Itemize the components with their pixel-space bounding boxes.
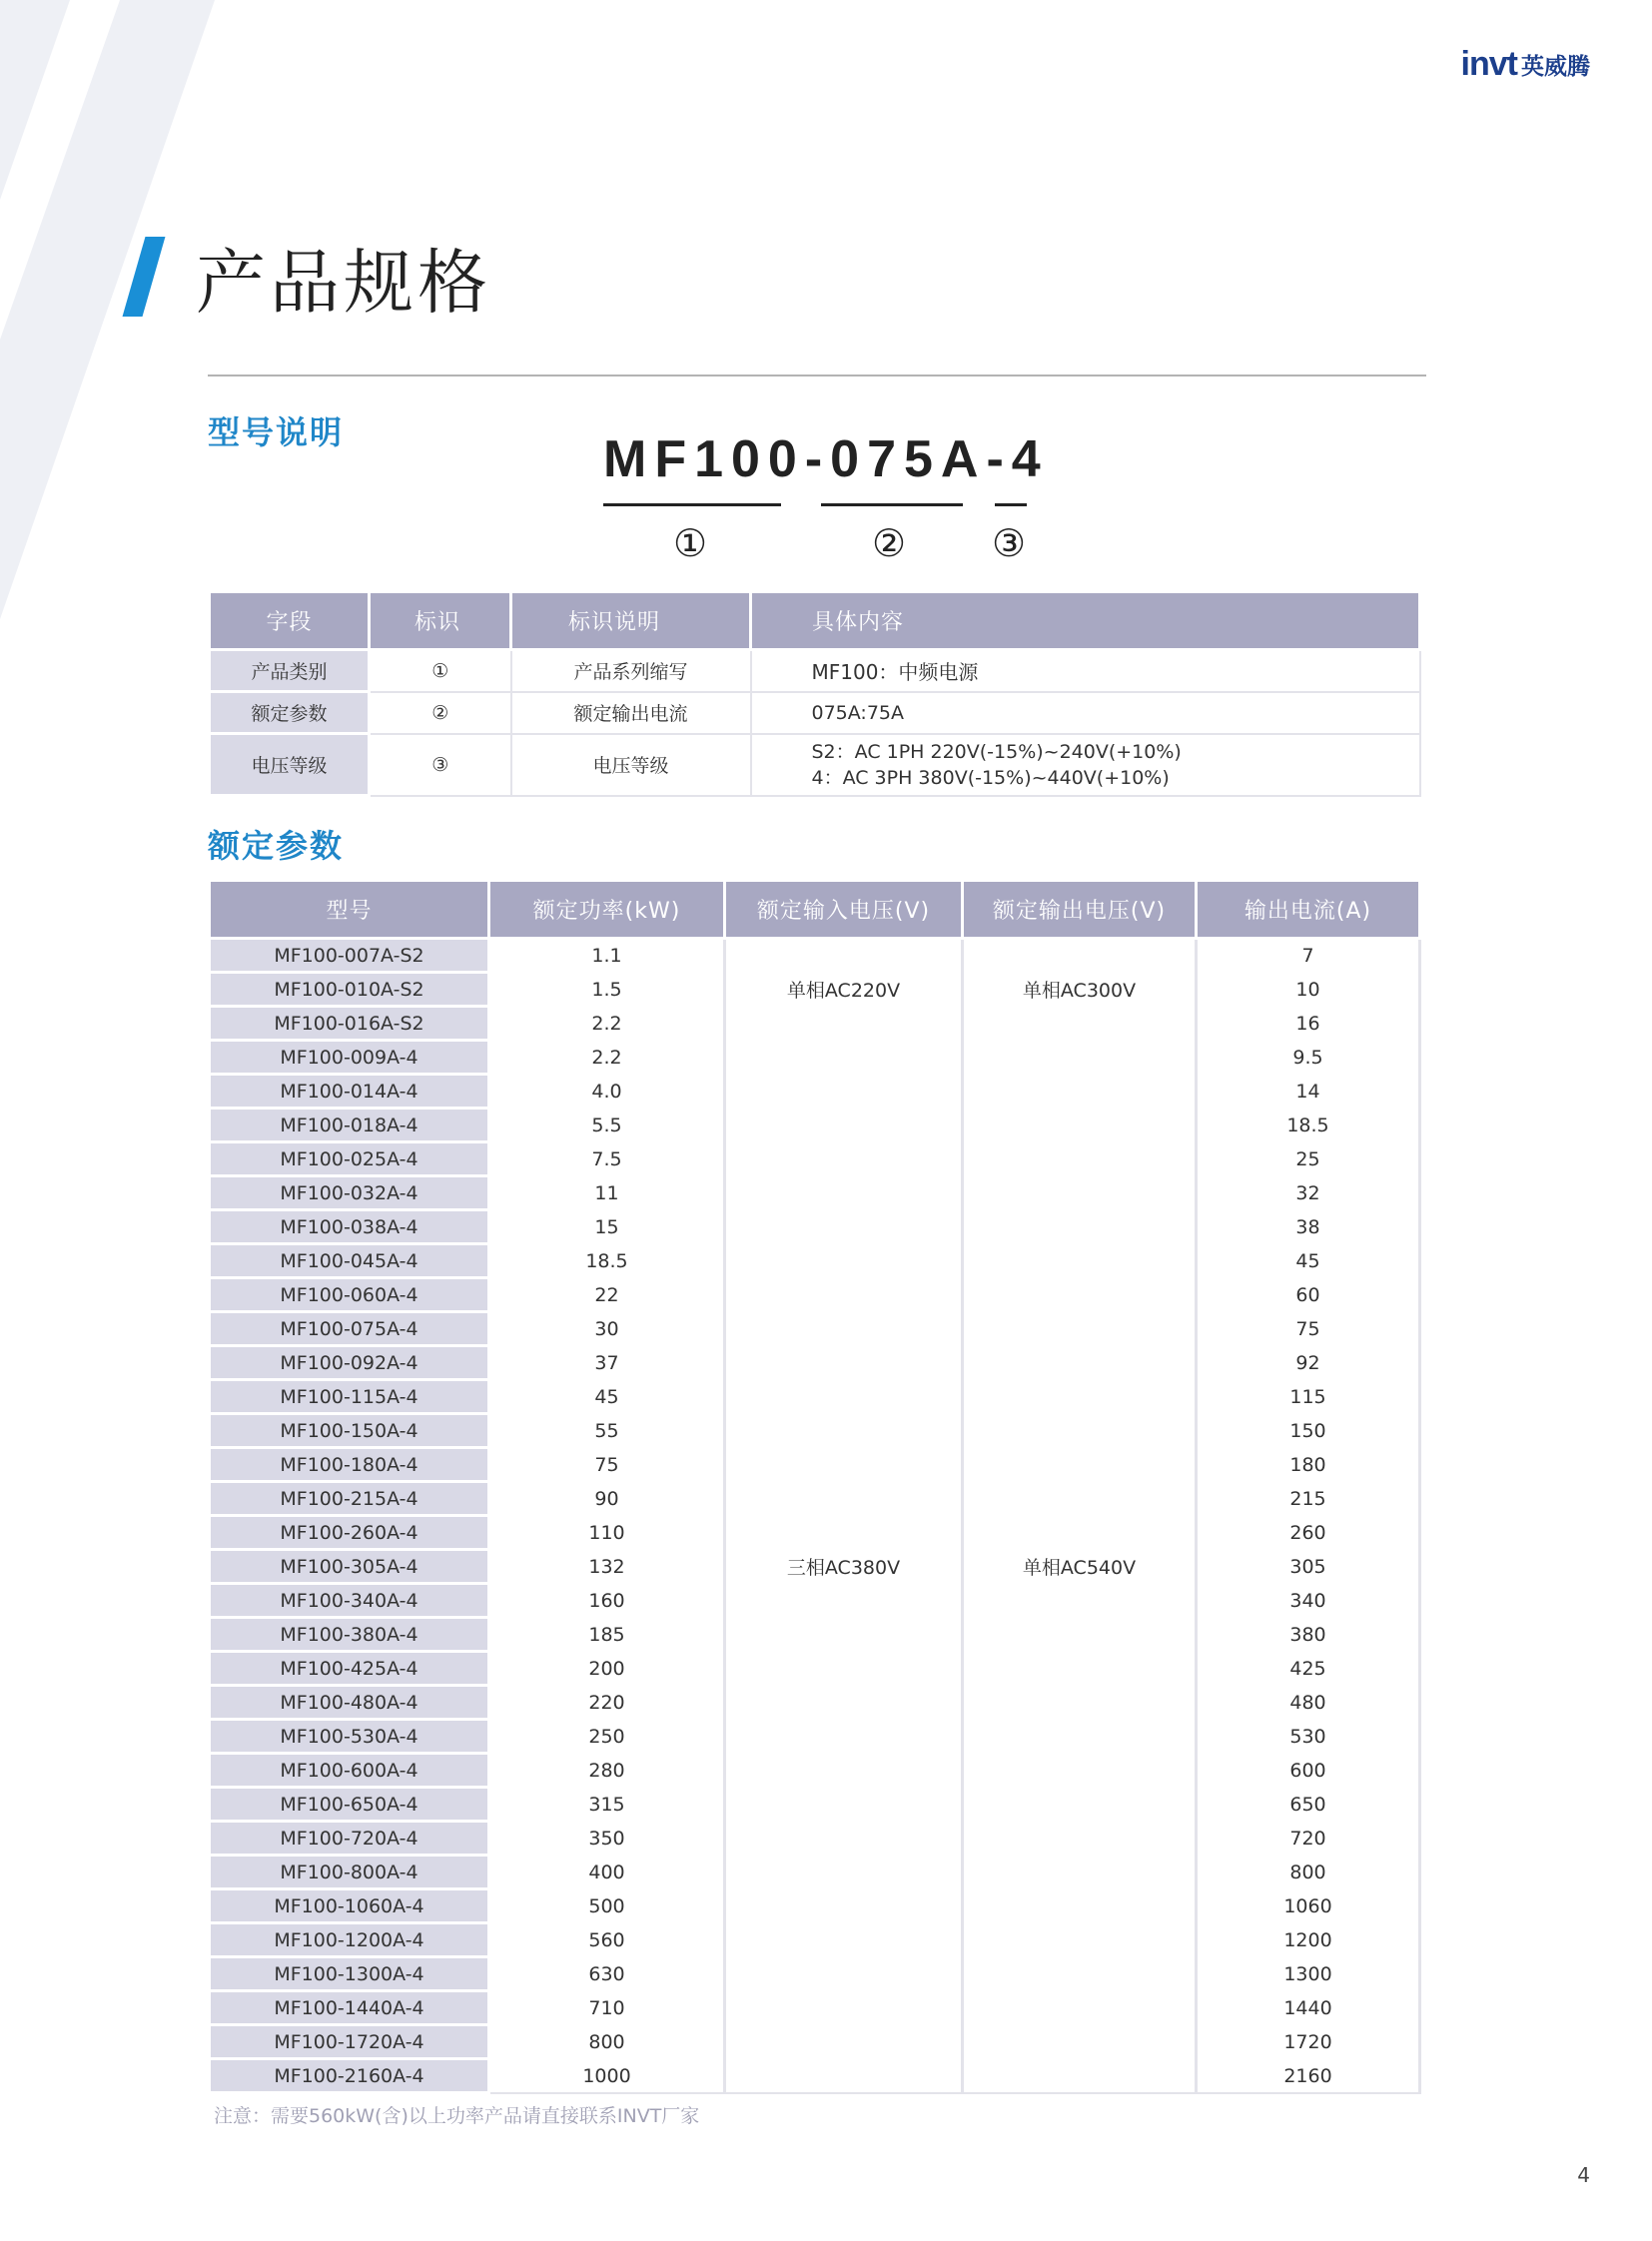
model-explanation-table [208,590,1421,797]
cell-model: MF100-650A-4 [210,1788,489,1822]
cell-power: 22 [489,1278,725,1312]
cell-output-voltage: 单相AC540V [963,1041,1197,2093]
page-title: 产品规格 [196,241,491,324]
cell-power: 45 [489,1380,725,1414]
cell-output-current: 115 [1197,1380,1420,1414]
cell-power: 30 [489,1312,725,1346]
cell-power: 250 [489,1720,725,1754]
rated-parameters-table [208,879,1421,2094]
marker-3: ③ [992,521,1027,565]
underline-2 [821,503,963,506]
cell-model: MF100-530A-4 [210,1720,489,1754]
cell-mark: ① [370,650,511,692]
cell-power: 18.5 [489,1244,725,1278]
cell-power: 160 [489,1584,725,1618]
header-output-current: 输出电流(A) [1197,881,1420,939]
cell-desc: 产品系列缩写 [511,650,751,692]
cell-output-current: 305 [1197,1550,1420,1584]
cell-power: 1.5 [489,973,725,1007]
model-section-heading: 型号说明 [208,413,345,451]
underline-1 [603,503,781,506]
title-divider [208,374,1426,376]
cell-power: 7.5 [489,1142,725,1176]
rated-section-heading: 额定参数 [208,827,345,865]
cell-power: 315 [489,1788,725,1822]
cell-power: 200 [489,1652,725,1686]
cell-output-current: 600 [1197,1754,1420,1788]
cell-model: MF100-1060A-4 [210,1889,489,1923]
header-power: 额定功率(kW) [489,881,725,939]
cell-power: 110 [489,1516,725,1550]
cell-power: 350 [489,1822,725,1856]
cell-model: MF100-800A-4 [210,1856,489,1889]
table-row [210,734,1420,796]
header-field: 字段 [210,592,370,650]
cell-output-current: 7 [1197,939,1420,973]
cell-model: MF100-2160A-4 [210,2059,489,2093]
cell-output-current: 10 [1197,973,1420,1007]
cell-output-current: 380 [1197,1618,1420,1652]
cell-output-current: 180 [1197,1448,1420,1482]
cell-output-current: 60 [1197,1278,1420,1312]
cell-power: 800 [489,2025,725,2059]
cell-power: 220 [489,1686,725,1720]
cell-power: 280 [489,1754,725,1788]
cell-power: 710 [489,1991,725,2025]
cell-output-current: 215 [1197,1482,1420,1516]
cell-output-current: 650 [1197,1788,1420,1822]
table-row [210,939,1420,973]
cell-output-current: 38 [1197,1210,1420,1244]
cell-power: 75 [489,1448,725,1482]
cell-model: MF100-032A-4 [210,1176,489,1210]
footnote: 注意：需要560kW(含)以上功率产品请直接联系INVT厂家 [214,2105,700,2127]
cell-desc: 额定输出电流 [511,692,751,734]
cell-power: 560 [489,1923,725,1957]
cell-field: 产品类别 [210,650,370,692]
cell-output-current: 720 [1197,1822,1420,1856]
cell-output-current: 530 [1197,1720,1420,1754]
cell-output-current: 92 [1197,1346,1420,1380]
page-number: 4 [1577,2163,1590,2187]
logo-chinese: 英威腾 [1521,53,1590,80]
cell-model: MF100-075A-4 [210,1312,489,1346]
cell-output-current: 1060 [1197,1889,1420,1923]
cell-model: MF100-150A-4 [210,1414,489,1448]
brand-logo [1461,44,1590,84]
cell-output-current: 340 [1197,1584,1420,1618]
cell-model: MF100-260A-4 [210,1516,489,1550]
cell-power: 1000 [489,2059,725,2093]
cell-model: MF100-016A-S2 [210,1007,489,1041]
cell-output-current: 1440 [1197,1991,1420,2025]
cell-output-current: 14 [1197,1075,1420,1109]
cell-model: MF100-600A-4 [210,1754,489,1788]
cell-power: 2.2 [489,1041,725,1075]
cell-model: MF100-018A-4 [210,1109,489,1142]
cell-power: 4.0 [489,1075,725,1109]
content-line: 4：AC 3PH 380V(-15%)~440V(+10%) [811,766,1170,789]
cell-model: MF100-014A-4 [210,1075,489,1109]
cell-power: 55 [489,1414,725,1448]
cell-model: MF100-1200A-4 [210,1923,489,1957]
cell-model: MF100-180A-4 [210,1448,489,1482]
cell-output-current: 150 [1197,1414,1420,1448]
cell-power: 37 [489,1346,725,1380]
cell-model: MF100-060A-4 [210,1278,489,1312]
cell-model: MF100-305A-4 [210,1550,489,1584]
cell-model: MF100-1300A-4 [210,1957,489,1991]
content-line: S2：AC 1PH 220V(-15%)~240V(+10%) [811,740,1182,763]
cell-field: 额定参数 [210,692,370,734]
title-block [134,232,491,322]
cell-model: MF100-720A-4 [210,1822,489,1856]
cell-output-current: 25 [1197,1142,1420,1176]
cell-input-voltage: 三相AC380V [725,1041,963,2093]
cell-model: MF100-1720A-4 [210,2025,489,2059]
cell-model: MF100-380A-4 [210,1618,489,1652]
cell-power: 15 [489,1210,725,1244]
cell-output-voltage: 单相AC300V [963,939,1197,1041]
cell-model: MF100-038A-4 [210,1210,489,1244]
cell-model: MF100-025A-4 [210,1142,489,1176]
cell-content: MF100：中频电源 [751,650,1420,692]
cell-model: MF100-010A-S2 [210,973,489,1007]
cell-output-current: 480 [1197,1686,1420,1720]
cell-power: 11 [489,1176,725,1210]
rated-table-body [210,939,1420,2093]
cell-desc: 电压等级 [511,734,751,796]
marker-2: ② [872,521,907,565]
cell-field: 电压等级 [210,734,370,796]
cell-power: 500 [489,1889,725,1923]
cell-model: MF100-340A-4 [210,1584,489,1618]
cell-mark: ② [370,692,511,734]
cell-mark: ③ [370,734,511,796]
cell-power: 400 [489,1856,725,1889]
cell-model: MF100-092A-4 [210,1346,489,1380]
header-content: 具体内容 [751,592,1420,650]
cell-power: 90 [489,1482,725,1516]
table-row [210,1041,1420,1075]
cell-output-current: 1720 [1197,2025,1420,2059]
cell-power: 185 [489,1618,725,1652]
cell-model: MF100-1440A-4 [210,1991,489,2025]
underline-3 [995,503,1027,506]
cell-model: MF100-009A-4 [210,1041,489,1075]
cell-power: 5.5 [489,1109,725,1142]
cell-output-current: 1300 [1197,1957,1420,1991]
model-code: MF100-075A-4 [603,430,1049,488]
cell-power: 2.2 [489,1007,725,1041]
cell-power: 630 [489,1957,725,1991]
cell-output-current: 1200 [1197,1923,1420,1957]
cell-output-current: 260 [1197,1516,1420,1550]
cell-output-current: 16 [1197,1007,1420,1041]
header-mark: 标识 [370,592,511,650]
header-desc: 标识说明 [511,592,751,650]
cell-output-current: 75 [1197,1312,1420,1346]
cell-output-current: 45 [1197,1244,1420,1278]
marker-1: ① [673,521,708,565]
cell-output-current: 800 [1197,1856,1420,1889]
logo-mark: invt [1460,44,1517,83]
cell-output-current: 32 [1197,1176,1420,1210]
cell-content [751,734,1420,796]
cell-model: MF100-425A-4 [210,1652,489,1686]
cell-output-current: 2160 [1197,2059,1420,2093]
cell-output-current: 18.5 [1197,1109,1420,1142]
cell-model: MF100-045A-4 [210,1244,489,1278]
cell-model: MF100-007A-S2 [210,939,489,973]
header-model: 型号 [210,881,489,939]
header-input-voltage: 额定输入电压(V) [725,881,963,939]
cell-output-current: 9.5 [1197,1041,1420,1075]
cell-model: MF100-480A-4 [210,1686,489,1720]
cell-input-voltage: 单相AC220V [725,939,963,1041]
table-row [210,650,1420,692]
cell-content: 075A:75A [751,692,1420,734]
cell-model: MF100-115A-4 [210,1380,489,1414]
cell-output-current: 425 [1197,1652,1420,1686]
cell-power: 1.1 [489,939,725,973]
cell-model: MF100-215A-4 [210,1482,489,1516]
cell-power: 132 [489,1550,725,1584]
header-output-voltage: 额定输出电压(V) [963,881,1197,939]
table-row [210,692,1420,734]
